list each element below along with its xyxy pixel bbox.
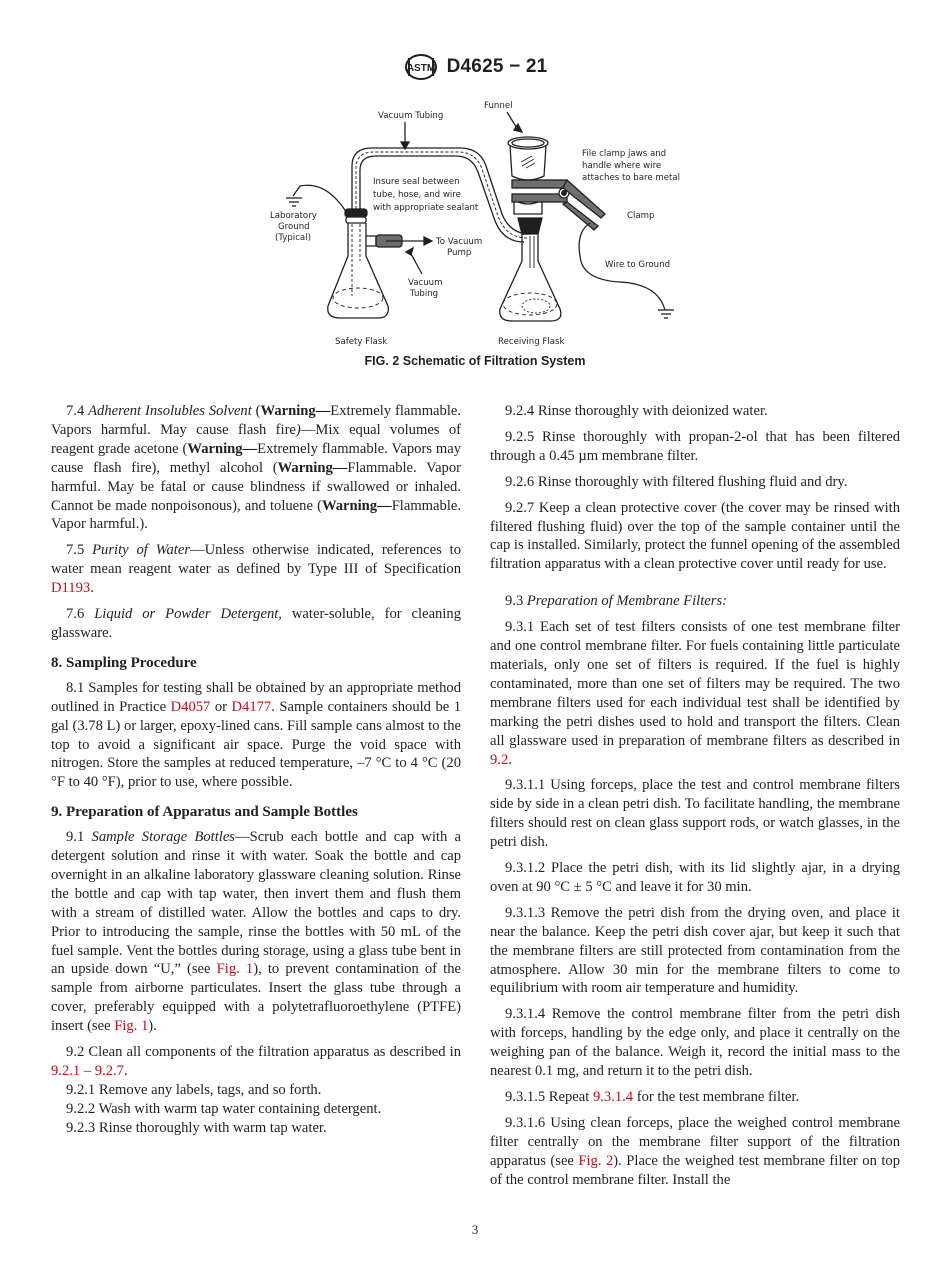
label-wire-to-ground: Wire to Ground <box>605 260 671 270</box>
paragraph-9-3: 9.3 Preparation of Membrane Filters: <box>505 593 727 610</box>
warning-label: Warning— <box>321 497 392 514</box>
link-d4057[interactable]: D4057 <box>170 698 211 715</box>
label-vacuum-tubing-top: Vacuum Tubing <box>378 111 444 121</box>
warning-label: Warning— <box>277 459 348 476</box>
label-vacuum-tubing-bottom-1: Vacuum <box>408 278 443 288</box>
filtration-schematic-diagram <box>260 96 710 351</box>
term-adherent-insolubles-solvent: Adherent Insolubles Solvent <box>88 403 252 419</box>
label-insure-seal-2: tube, hose, and wire <box>373 190 461 200</box>
paragraph-9-3-1-1: 9.3.1.1 Using forceps, place the test and control membrane filters side by side in a clean petri dish. To facilitate handling, the membrane filters should rest on clean glass support rods, or watch glasses, in the petri dish. <box>490 777 900 851</box>
label-insure-seal-1: Insure seal between <box>373 177 460 187</box>
warning-label: Warning— <box>260 403 331 419</box>
paragraph-9-3-1-4: 9.3.1.4 Remove the control membrane filter from the petri dish with forceps, handling by the edge only, and place it centrally on the weighing pan of the balance. Weigh it, record the initial mass to the nearest 0.1 mg, and return it to the petri dish. <box>490 1006 900 1080</box>
label-insure-seal-3: with appropriate sealant <box>373 203 479 213</box>
paragraph-9-2-2: 9.2.2 Wash with warm tap water containing detergent. <box>66 1100 382 1117</box>
paragraph-9-3-1: 9.3.1 Each set of test filters consists of one test membrane filter and one control membrane filter. For fuels containing little particulate materials, only one set of filters is required. If the fuel is highly contaminated, more than one set of filters may be required. The two membrane filters used for each individual test shall be identified by marking the petri dishes used to hold and transport the filters. Clean all glassware used in preparation of membrane filters as described in 9.2. <box>490 619 900 768</box>
label-to-vacuum-pump-1: To Vacuum <box>436 237 483 247</box>
paragraph-9-2-7: 9.2.7 Keep a clean protective cover (the cover may be rinsed with filtered flushing fluid) over the top of the sample container until the cap is installed. Similarly, protect the funnel opening of the assembled filtration apparatus with a clean protective cover until ready for use. <box>490 499 901 573</box>
label-file-clamp-1: File clamp jaws and <box>582 149 667 159</box>
link-fig-1[interactable]: Fig. 1 <box>114 1018 149 1035</box>
label-to-vacuum-pump-2: Pump <box>447 248 472 258</box>
link-9-2[interactable]: 9.2 <box>490 751 509 768</box>
label-lab-ground-2: Ground <box>278 222 310 232</box>
link-fig-1[interactable]: Fig. 1 <box>216 961 254 978</box>
label-file-clamp-3: attaches to bare metal <box>582 173 681 183</box>
label-funnel: Funnel <box>484 101 513 111</box>
svg-text:ASTM: ASTM <box>406 63 435 74</box>
paragraph-7-4: 7.4 Adherent Insolubles Solvent (Warning—Extremely flammable. Vapors harmful. May cause flash fire)—Mix equal volumes of reagent grade acetone (Warning—Extremely flammable. Vapors may cause flash fire), methyl alcohol (Warning—Flammable. Vapor harmful. May be fatal or cause blindness if swallowed or inhaled. Cannot be made nonpoisonous), and toluene (Warning—Flammable. Vapor harmful.). <box>51 403 462 533</box>
link-9-2-1-to-9-2-7[interactable]: 9.2.1 – 9.2.7 <box>51 1063 124 1079</box>
section-heading-9: 9. Preparation of Apparatus and Sample Bottles <box>51 804 358 821</box>
label-lab-ground-1: Laboratory <box>270 211 317 221</box>
paragraph-9-3-1-5: 9.3.1.5 Repeat 9.3.1.4 for the test membrane filter. <box>505 1089 800 1105</box>
filtration-system-figure <box>260 96 710 351</box>
paragraph-9-2: 9.2 Clean all components of the filtration apparatus as described in 9.2.1 – 9.2.7. <box>51 1044 461 1079</box>
label-file-clamp-2: handle where wire <box>582 161 662 171</box>
paragraph-9-2-4: 9.2.4 Rinse thoroughly with deionized water. <box>505 403 768 419</box>
label-safety-flask: Safety Flask <box>335 337 388 347</box>
label-clamp: Clamp <box>627 211 655 221</box>
link-9-3-1-4[interactable]: 9.3.1.4 <box>592 1089 634 1105</box>
astm-logo-icon <box>403 52 439 82</box>
paragraph-7-6: 7.6 Liquid or Powder Detergent, water-soluble, for cleaning glassware. <box>51 606 461 641</box>
label-receiving-flask: Receiving Flask <box>498 337 565 347</box>
page-number: 3 <box>471 1222 479 1237</box>
paragraph-7-5: 7.5 Purity of Water—Unless otherwise indicated, references to water mean reagent water as defined by Type III of Specification D1193. <box>51 542 462 597</box>
paragraph-9-1: 9.1 Sample Storage Bottles—Scrub each bottle and cap with a detergent solution and rinse it with water. Soak the bottle and cap overnight in an alkaline laboratory glassware cleaning solution. Rinse the bottle and cap with tap water, then invert them and flush them with a stream of distilled water. Allow the bottles and caps to dry. Prior to introducing the sample, rinse the bottles with 50 mL of the fuel sample. Vent the bottles during storage, using a glass tube bent in an upside down “U,” (see Fig. 1), to prevent contamination of the sample from airborne particulates. Insert the glass tube through a cover, preferably equipped with a polytetrafluoroethylene (PTFE) insert (see Fig. 1). <box>51 829 462 1035</box>
figure-caption: FIG. 2 Schematic of Filtration System <box>364 354 586 368</box>
label-lab-ground-3: (Typical) <box>275 233 311 243</box>
paragraph-9-3-1-6: 9.3.1.6 Using clean forceps, place the weighed control membrane filter centrally on the membrane filter support of the filtration apparatus (see Fig. 2). Place the weighed test membrane filter on top of the control membrane filter. Install the <box>490 1114 901 1188</box>
link-d4177[interactable]: D4177 <box>231 698 272 715</box>
page-header <box>0 52 950 82</box>
section-heading-8: 8. Sampling Procedure <box>51 654 197 671</box>
paragraph-9-2-6: 9.2.6 Rinse thoroughly with filtered flushing fluid and dry. <box>505 473 848 490</box>
paragraph-8-1: 8.1 Samples for testing shall be obtained by an appropriate method outlined in Practice D4057 or D4177. Sample containers should be 1 gal (3.78 L) or larger, epoxy-lined cans. Fill sample cans almost to the top to avoid a significant air space. Purge the void space with nitrogen. Store the samples at reduced temperature, –7 °C to 4 °C (20 °F to 40 °F), prior to use, where possible. <box>51 679 461 791</box>
label-vacuum-tubing-bottom-2: Tubing <box>410 289 439 299</box>
left-column <box>51 402 461 1138</box>
paragraph-9-2-3: 9.2.3 Rinse thoroughly with warm tap water. <box>66 1119 327 1136</box>
right-column <box>490 402 900 1197</box>
paragraph-9-3-1-3: 9.3.1.3 Remove the petri dish from the drying oven, and place it near the balance. Keep the petri dish cover ajar, but keep it such that the membrane filters are still protected from contamination from the atmosphere. Allow 30 min for the membrane filters to come to equilibrium with room air temperature and humidity. <box>490 904 900 997</box>
paragraph-9-3-1-2: 9.3.1.2 Place the petri dish, with its lid slightly ajar, in a drying oven at 90 °C ± 5 °C and leave it for 30 min. <box>490 860 900 895</box>
link-fig-2[interactable]: Fig. 2 <box>578 1152 614 1169</box>
link-d1193[interactable]: D1193 <box>51 580 91 597</box>
warning-label: Warning— <box>187 440 258 457</box>
paragraph-9-2-5: 9.2.5 Rinse thoroughly with propan-2-ol that has been filtered through a 0.45 µm membrane filter. <box>490 428 900 464</box>
document-id: D4625 − 21 <box>446 56 548 77</box>
paragraph-9-2-1: 9.2.1 Remove any labels, tags, and so forth. <box>66 1081 322 1098</box>
